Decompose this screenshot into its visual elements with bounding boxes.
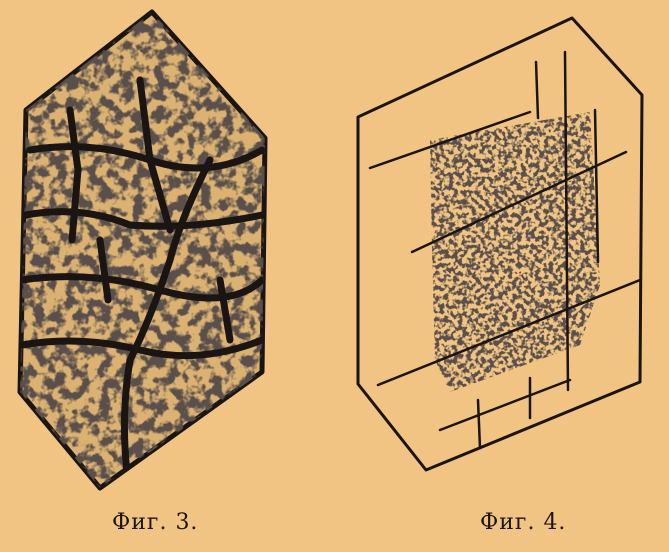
- figure-3-caption: Фиг. 3.: [112, 510, 199, 535]
- figure-4-crystal-illustration: [340, 0, 669, 500]
- figure-4-caption: Фиг. 4.: [480, 510, 567, 535]
- crystal-inclusion: [430, 112, 600, 392]
- figure-3-crystal-illustration: [0, 0, 290, 500]
